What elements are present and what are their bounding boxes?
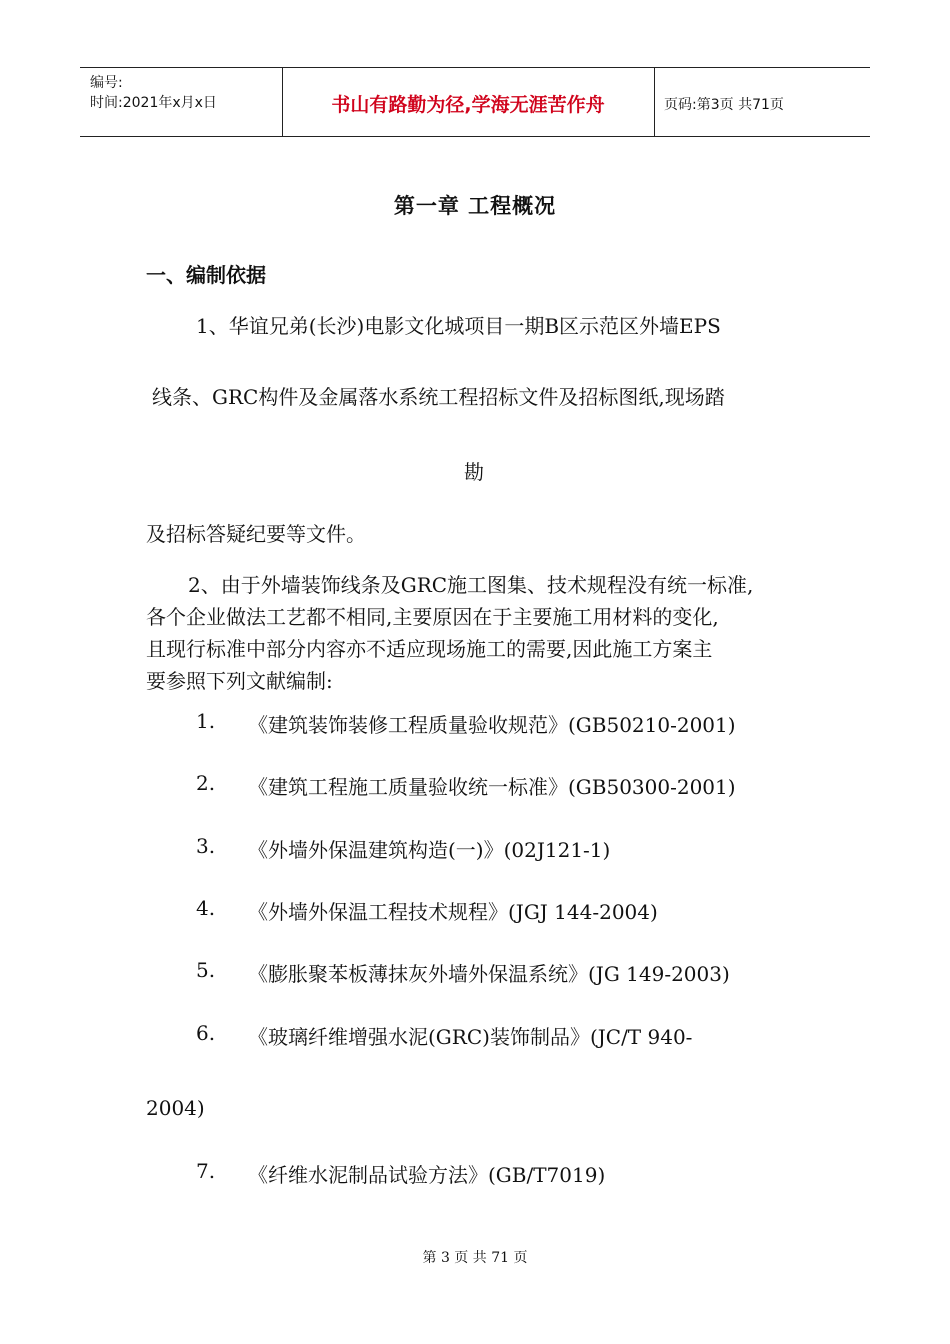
reference-number: 4. (196, 896, 216, 920)
reference-number: 1. (196, 709, 216, 733)
reference-number: 5. (196, 958, 216, 982)
paragraph-2-line-2: 各个企业做法工艺都不相同,主要原因在于主要施工用材料的变化, (146, 605, 719, 629)
paragraph-2-line-3: 且现行标准中部分内容亦不适应现场施工的需要,因此施工方案主 (146, 637, 713, 661)
header-motto: 书山有路勤为径,学海无涯苦作舟 (331, 94, 605, 116)
chapter-title: 第一章 工程概况 (393, 194, 557, 218)
paragraph-1-line-1: 1、华谊兄弟(长沙)电影文化城项目一期B区示范区外墙EPS (196, 314, 721, 338)
document-number-label: 编号: (90, 75, 123, 91)
reference-text: 《纤维水泥制品试验方法》(GB/T7019) (248, 1163, 606, 1187)
paragraph-1-line-4: 及招标答疑纪要等文件。 (146, 522, 366, 546)
section-heading: 一、编制依据 (146, 263, 266, 287)
paragraph-1-line-3: 勘 (464, 460, 484, 484)
header-info-cell (80, 68, 283, 136)
reference-text: 《外墙外保温工程技术规程》(JGJ 144-2004) (248, 900, 658, 924)
header-motto-cell (282, 68, 655, 136)
paragraph-2-line-4: 要参照下列文献编制: (146, 669, 333, 693)
document-date-label: 时间:2021年x月x日 (90, 95, 217, 111)
reference-text: 《外墙外保温建筑构造(一)》(02J121-1) (248, 838, 611, 862)
reference-text: 《建筑工程施工质量验收统一标准》(GB50300-2001) (248, 775, 736, 799)
reference-number: 2. (196, 771, 216, 795)
header-page-number: 页码:第3页 共71页 (664, 97, 784, 113)
reference-text-continuation: 2004) (146, 1096, 205, 1120)
reference-text: 《建筑装饰装修工程质量验收规范》(GB50210-2001) (248, 713, 736, 737)
reference-number: 3. (196, 834, 216, 858)
paragraph-1-line-2: 线条、GRC构件及金属落水系统工程招标文件及招标图纸,现场踏 (152, 385, 725, 409)
page-footer: 第 3 页 共 71 页 (422, 1250, 528, 1266)
reference-number: 7. (196, 1159, 216, 1183)
reference-number: 6. (196, 1021, 216, 1045)
reference-text: 《膨胀聚苯板薄抹灰外墙外保温系统》(JG 149-2003) (248, 962, 730, 986)
page-header (80, 67, 870, 137)
paragraph-2-line-1: 2、由于外墙装饰线条及GRC施工图集、技术规程没有统一标准, (188, 573, 754, 597)
reference-text: 《玻璃纤维增强水泥(GRC)装饰制品》(JC/T 940- (248, 1025, 693, 1049)
header-page-cell (654, 68, 870, 136)
